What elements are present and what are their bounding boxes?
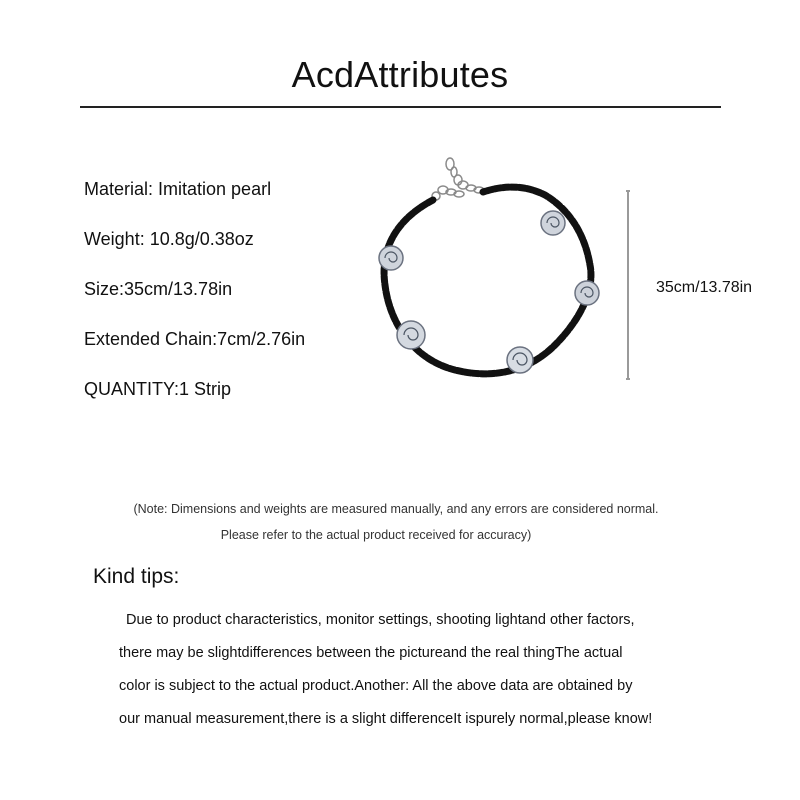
attribute-extended-chain: Extended Chain:7cm/2.76in bbox=[84, 329, 306, 349]
kind-tips-heading: Kind tips: bbox=[93, 565, 180, 588]
kind-tips-body bbox=[119, 610, 652, 742]
attribute-list bbox=[84, 176, 305, 426]
rose-charm-4 bbox=[575, 281, 599, 305]
rose-charm-2 bbox=[397, 321, 425, 349]
tip-line: Due to product characteristics, monitor settings, shooting lightand other factors, bbox=[126, 612, 635, 628]
attribute-weight: Weight: 10.8g/0.38oz bbox=[84, 229, 254, 249]
rose-charm-5 bbox=[541, 211, 565, 235]
attribute-quantity: QUANTITY:1 Strip bbox=[84, 379, 232, 399]
title-divider bbox=[80, 106, 721, 108]
tip-line: color is subject to the actual product.Another: All the above data are obtained by bbox=[119, 678, 633, 694]
extension-chain bbox=[432, 158, 484, 200]
note-line-2: Please refer to the actual product received for accuracy) bbox=[220, 528, 532, 542]
dimension-label: 35cm/13.78in bbox=[656, 279, 753, 296]
tip-line: there may be slightdifferences between the pictureand the real thingThe actual bbox=[119, 645, 623, 661]
note-line-1: (Note: Dimensions and weights are measured manually, and any errors are considered normal. bbox=[133, 502, 659, 516]
page-title: AcdAttributes bbox=[291, 54, 509, 95]
tip-line: our manual measurement,there is a slight differenceIt ispurely normal,please know! bbox=[119, 711, 653, 727]
attribute-material: Material: Imitation pearl bbox=[84, 179, 272, 199]
rose-charm-1 bbox=[379, 246, 403, 270]
dimension-indicator bbox=[626, 190, 630, 380]
bracelet-image bbox=[355, 150, 615, 390]
attribute-size: Size:35cm/13.78in bbox=[84, 279, 233, 299]
rose-charm-3 bbox=[507, 347, 533, 373]
